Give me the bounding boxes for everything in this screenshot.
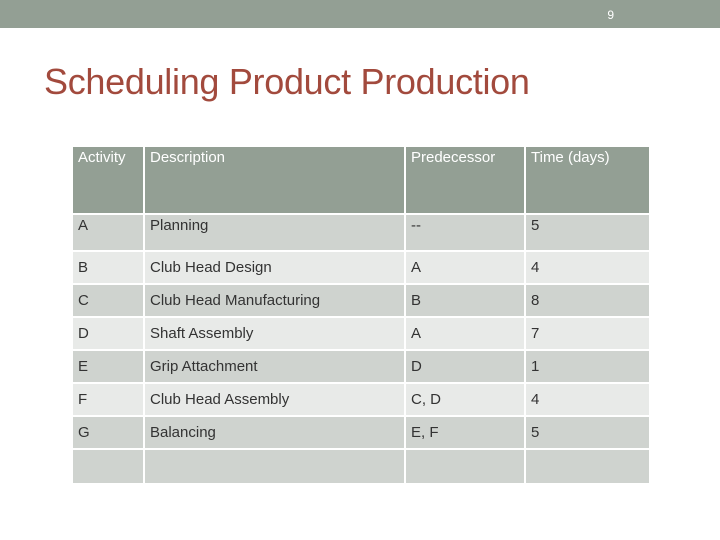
cell-empty <box>72 449 144 484</box>
table-row <box>72 416 650 449</box>
cell-activity: G <box>72 416 144 449</box>
cell-predecessor: B <box>405 284 525 317</box>
table-row <box>72 317 650 350</box>
cell-predecessor: -- <box>405 214 525 251</box>
cell-description: Shaft Assembly <box>144 317 405 350</box>
header-description: Description <box>144 146 405 214</box>
cell-predecessor: D <box>405 350 525 383</box>
header-predecessor: Predecessor <box>405 146 525 214</box>
cell-description: Club Head Design <box>144 251 405 284</box>
cell-activity: E <box>72 350 144 383</box>
top-bar <box>0 0 720 28</box>
cell-time: 7 <box>525 317 650 350</box>
table-row <box>72 214 650 251</box>
cell-activity: B <box>72 251 144 284</box>
table-row <box>72 251 650 284</box>
cell-time: 4 <box>525 383 650 416</box>
cell-time: 5 <box>525 214 650 251</box>
table-row <box>72 350 650 383</box>
cell-description: Grip Attachment <box>144 350 405 383</box>
cell-empty <box>525 449 650 484</box>
cell-description: Planning <box>144 214 405 251</box>
cell-activity: D <box>72 317 144 350</box>
header-activity: Activity <box>72 146 144 214</box>
table-row-empty <box>72 449 650 484</box>
cell-time: 8 <box>525 284 650 317</box>
cell-empty <box>405 449 525 484</box>
slide-number: 9 <box>607 8 614 22</box>
cell-time: 5 <box>525 416 650 449</box>
header-time: Time (days) <box>525 146 650 214</box>
cell-predecessor: C, D <box>405 383 525 416</box>
cell-time: 1 <box>525 350 650 383</box>
table-header-row <box>72 146 650 214</box>
slide-title: Scheduling Product Production <box>44 61 530 102</box>
cell-description: Club Head Manufacturing <box>144 284 405 317</box>
cell-activity: A <box>72 214 144 251</box>
cell-predecessor: E, F <box>405 416 525 449</box>
table-row <box>72 284 650 317</box>
schedule-table <box>71 145 651 485</box>
cell-predecessor: A <box>405 317 525 350</box>
cell-description: Balancing <box>144 416 405 449</box>
cell-activity: F <box>72 383 144 416</box>
cell-empty <box>144 449 405 484</box>
table-row <box>72 383 650 416</box>
cell-activity: C <box>72 284 144 317</box>
cell-description: Club Head Assembly <box>144 383 405 416</box>
cell-time: 4 <box>525 251 650 284</box>
cell-predecessor: A <box>405 251 525 284</box>
